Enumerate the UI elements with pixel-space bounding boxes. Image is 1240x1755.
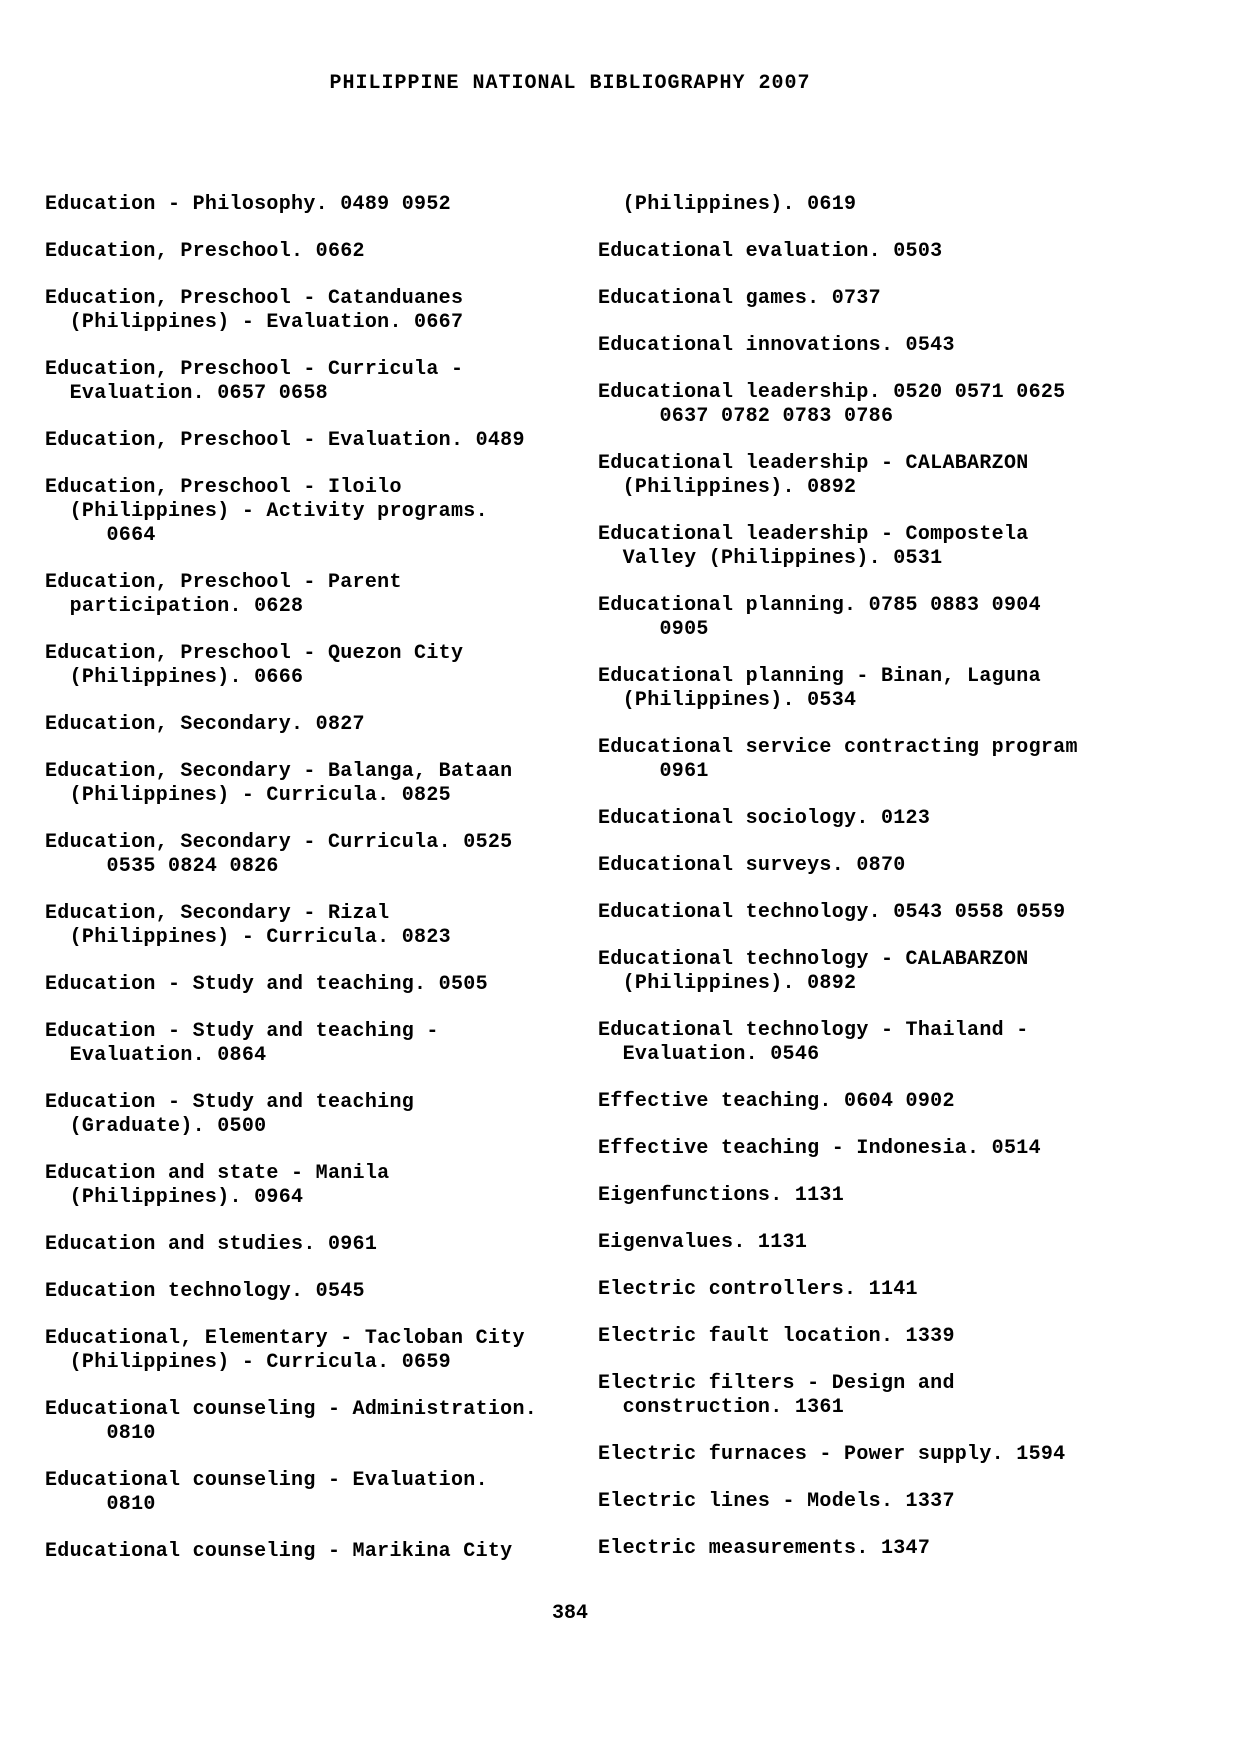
index-entry-line: 0810 — [45, 1422, 156, 1445]
index-entry-line: participation. 0628 — [45, 595, 304, 618]
index-entry-line: (Graduate). 0500 — [45, 1115, 267, 1138]
index-entry-line: Electric lines - Models. 1337 — [598, 1490, 955, 1513]
index-entry — [45, 642, 590, 690]
index-entry-line: Education, Secondary - Curricula. 0525 — [45, 831, 513, 854]
index-entry-line: Evaluation. 0864 — [45, 1044, 267, 1067]
index-entry — [598, 665, 1198, 713]
index-entry-line: Electric filters - Design and — [598, 1372, 955, 1395]
index-entry-line: 0905 — [598, 618, 709, 641]
index-entry — [45, 1540, 590, 1564]
index-entry — [598, 381, 1198, 429]
index-entry-line: Educational counseling - Marikina City — [45, 1540, 513, 1563]
index-entry — [598, 1372, 1198, 1420]
index-entry — [598, 1325, 1198, 1349]
index-entry-line: Educational games. 0737 — [598, 287, 881, 310]
index-entry-line: Evaluation. 0546 — [598, 1043, 820, 1066]
index-entry-line: Educational technology - CALABARZON — [598, 948, 1029, 971]
index-entry — [598, 193, 1198, 217]
index-entry-line: Educational surveys. 0870 — [598, 854, 906, 877]
index-entry-line: Educational evaluation. 0503 — [598, 240, 943, 263]
index-entry — [598, 1537, 1198, 1561]
index-entry-line: Education and state - Manila — [45, 1162, 390, 1185]
index-entry-line: Educational planning - Binan, Laguna — [598, 665, 1041, 688]
index-entry-line: Education, Secondary - Balanga, Bataan — [45, 760, 513, 783]
index-entry — [45, 193, 590, 217]
index-entry-line: Educational, Elementary - Tacloban City — [45, 1327, 525, 1350]
index-entry — [598, 523, 1198, 571]
index-entry-line: (Philippines) - Activity programs. — [45, 500, 488, 523]
index-entry-line: Education - Study and teaching. 0505 — [45, 973, 488, 996]
index-entry — [45, 429, 590, 453]
index-entry-line: Education, Secondary. 0827 — [45, 713, 365, 736]
index-entry — [45, 973, 590, 997]
index-entry-line: Electric controllers. 1141 — [598, 1278, 918, 1301]
index-entry — [598, 736, 1198, 784]
index-entry-line: Electric fault location. 1339 — [598, 1325, 955, 1348]
index-entry-line: Educational technology - Thailand - — [598, 1019, 1029, 1042]
index-entry-line: Education technology. 0545 — [45, 1280, 365, 1303]
index-entry-line: Education - Philosophy. 0489 0952 — [45, 193, 451, 216]
index-entry-line: (Philippines). 0964 — [45, 1186, 304, 1209]
index-entry — [598, 1278, 1198, 1302]
index-entry — [45, 358, 590, 406]
index-entry — [45, 760, 590, 808]
index-entry — [45, 902, 590, 950]
index-entry-line: Educational service contracting program — [598, 736, 1078, 759]
index-entry-line: Educational planning. 0785 0883 0904 — [598, 594, 1041, 617]
index-entry-line: Educational technology. 0543 0558 0559 — [598, 901, 1066, 924]
index-entry — [45, 1020, 590, 1068]
index-entry-line: Education, Preschool - Iloilo — [45, 476, 402, 499]
index-entry-line: (Philippines). 0892 — [598, 476, 857, 499]
index-entry — [45, 287, 590, 335]
index-entry-line: Education, Preschool - Evaluation. 0489 — [45, 429, 525, 452]
index-entry-line: Educational leadership - CALABARZON — [598, 452, 1029, 475]
index-entry — [598, 240, 1198, 264]
index-entry — [598, 854, 1198, 878]
index-entry-line: Eigenvalues. 1131 — [598, 1231, 808, 1254]
index-entry — [45, 240, 590, 264]
index-entry-line: (Philippines). 0619 — [598, 193, 857, 216]
index-entry-line: Effective teaching. 0604 0902 — [598, 1090, 955, 1113]
index-entry — [598, 1137, 1198, 1161]
index-entry-line: (Philippines) - Curricula. 0825 — [45, 784, 451, 807]
index-entry-line: Education, Preschool - Curricula - — [45, 358, 464, 381]
index-entry-line: Educational counseling - Evaluation. — [45, 1469, 488, 1492]
index-entry-line: (Philippines). 0666 — [45, 666, 304, 689]
index-entry — [598, 901, 1198, 925]
index-entry-line: Valley (Philippines). 0531 — [598, 547, 943, 570]
index-entry-line: Evaluation. 0657 0658 — [45, 382, 328, 405]
index-entry-line: 0961 — [598, 760, 709, 783]
index-entry — [598, 1184, 1198, 1208]
index-entry — [45, 713, 590, 737]
index-entry — [598, 594, 1198, 642]
index-entry-line: Education, Preschool - Quezon City — [45, 642, 464, 665]
index-entry-line: (Philippines) - Curricula. 0659 — [45, 1351, 451, 1374]
index-entry — [598, 287, 1198, 311]
index-entry-line: Electric measurements. 1347 — [598, 1537, 931, 1560]
index-entry — [45, 571, 590, 619]
index-entry — [45, 1327, 590, 1375]
index-entry-line: 0535 0824 0826 — [45, 855, 279, 878]
index-entry-line: Education and studies. 0961 — [45, 1233, 378, 1256]
right-column — [598, 193, 1198, 1584]
index-entry — [598, 1090, 1198, 1114]
index-entry-line: Education, Preschool - Catanduanes — [45, 287, 464, 310]
index-entry-line: (Philippines). 0534 — [598, 689, 857, 712]
index-entry-line: (Philippines). 0892 — [598, 972, 857, 995]
index-entry-line: Education - Study and teaching - — [45, 1020, 439, 1043]
left-column — [45, 193, 590, 1587]
index-entry-line: Educational leadership - Compostela — [598, 523, 1029, 546]
index-entry-line: Educational innovations. 0543 — [598, 334, 955, 357]
index-entry — [45, 1280, 590, 1304]
index-entry — [45, 1091, 590, 1139]
index-entry — [45, 476, 590, 548]
index-entry — [45, 831, 590, 879]
index-entry-line: (Philippines) - Curricula. 0823 — [45, 926, 451, 949]
index-entry-line: 0637 0782 0783 0786 — [598, 405, 894, 428]
index-entry-line: Education, Preschool - Parent — [45, 571, 402, 594]
index-entry — [45, 1162, 590, 1210]
index-entry-line: Effective teaching - Indonesia. 0514 — [598, 1137, 1041, 1160]
index-entry-line: 0664 — [45, 524, 156, 547]
index-entry-line: Eigenfunctions. 1131 — [598, 1184, 845, 1207]
index-entry — [598, 807, 1198, 831]
index-entry — [45, 1469, 590, 1517]
index-entry-line: Education - Study and teaching — [45, 1091, 415, 1114]
index-entry-line: Educational counseling - Administration. — [45, 1398, 538, 1421]
index-entry — [598, 1019, 1198, 1067]
index-entry — [598, 1231, 1198, 1255]
index-entry — [598, 1443, 1198, 1467]
index-entry — [598, 334, 1198, 358]
index-entry-line: Education, Preschool. 0662 — [45, 240, 365, 263]
page-title: PHILIPPINE NATIONAL BIBLIOGRAPHY 2007 — [329, 72, 811, 95]
index-entry-line: (Philippines) - Evaluation. 0667 — [45, 311, 464, 334]
index-entry-line: Education, Secondary - Rizal — [45, 902, 390, 925]
index-entry-line: Educational sociology. 0123 — [598, 807, 931, 830]
index-entry — [598, 1490, 1198, 1514]
index-entry — [45, 1398, 590, 1446]
index-entry-line: construction. 1361 — [598, 1396, 845, 1419]
index-entry-line: Electric furnaces - Power supply. 1594 — [598, 1443, 1066, 1466]
index-entry-line: Educational leadership. 0520 0571 0625 — [598, 381, 1066, 404]
index-entry — [598, 452, 1198, 500]
page-number: 384 — [551, 1602, 588, 1625]
index-entry — [598, 948, 1198, 996]
index-entry — [45, 1233, 590, 1257]
index-entry-line: 0810 — [45, 1493, 156, 1516]
